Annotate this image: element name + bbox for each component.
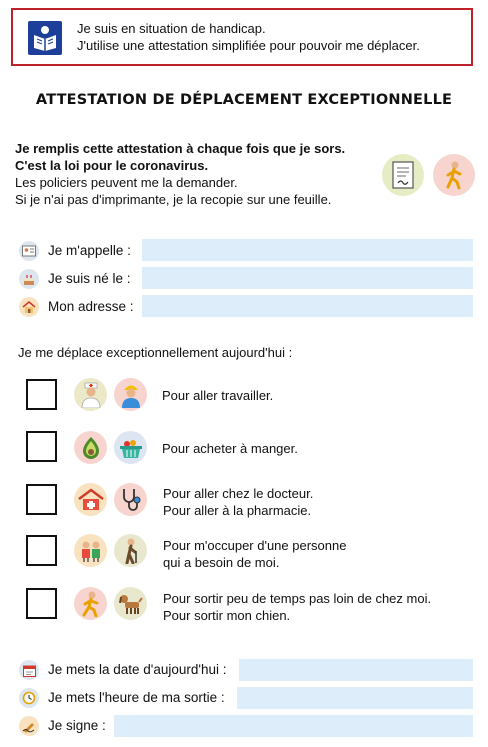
name-label: Je m'appelle : — [48, 243, 131, 258]
option-doctor-line-2: Pour aller à la pharmacie. — [163, 503, 312, 518]
document-icon — [382, 154, 424, 196]
avocado-icon — [74, 431, 107, 464]
signature-field[interactable] — [114, 715, 473, 737]
intro-line-3: Les policiers peuvent me la demander. — [15, 175, 238, 190]
option-doctor-line-1: Pour aller chez le docteur. — [163, 486, 314, 501]
signature-label: Je signe : — [48, 718, 106, 733]
banner-line-2: J'utilise une attestation simplifiée pour pouvoir me déplacer. — [77, 38, 420, 53]
signature-icon — [19, 716, 39, 736]
time-label: Je mets l'heure de ma sortie : — [48, 690, 225, 705]
option-outing-line-2: Pour sortir mon chien. — [163, 608, 291, 623]
option-care-line-2: qui a besoin de moi. — [163, 555, 280, 570]
checkbox-food[interactable] — [26, 431, 57, 462]
intro-bold-2: C'est la loi pour le coronavirus. — [15, 158, 209, 173]
option-food-text — [162, 440, 298, 457]
children-icon — [74, 534, 107, 567]
section-label: Je me déplace exceptionnellement aujourd'hui : — [18, 345, 293, 360]
checkbox-outing[interactable] — [26, 588, 57, 619]
house-icon — [19, 297, 39, 317]
checkbox-care[interactable] — [26, 535, 57, 566]
option-work-line-1: Pour aller travailler. — [162, 388, 274, 403]
intro-line-4: Si je n'ai pas d'imprimante, je la recopie sur une feuille. — [15, 192, 332, 207]
name-field[interactable] — [142, 239, 473, 261]
option-care-text — [163, 537, 346, 571]
address-field[interactable] — [142, 295, 473, 317]
walking-person-icon — [433, 154, 475, 196]
option-outing-line-1: Pour sortir peu de temps pas loin de chez moi. — [163, 591, 432, 606]
jogging-person-icon — [74, 587, 107, 620]
page-title: ATTESTATION DE DÉPLACEMENT EXCEPTIONNELLE — [35, 92, 453, 108]
checkbox-doctor[interactable] — [26, 484, 57, 515]
stethoscope-icon — [114, 483, 147, 516]
banner-text — [77, 20, 420, 54]
date-label: Je mets la date d'aujourd'hui : — [48, 662, 227, 677]
address-label: Mon adresse : — [48, 299, 134, 314]
shopping-basket-icon — [114, 431, 147, 464]
birthdate-label: Je suis né le : — [48, 271, 131, 286]
calendar-icon — [19, 660, 39, 680]
option-care-line-1: Pour m'occuper d'une personne — [163, 538, 347, 553]
option-doctor-text — [163, 485, 313, 519]
banner-line-1: Je suis en situation de handicap. — [77, 21, 266, 36]
time-field[interactable] — [237, 687, 473, 709]
birthdate-field[interactable] — [142, 267, 473, 289]
option-work-text — [162, 387, 273, 404]
reading-person-icon — [28, 21, 62, 55]
birthday-cake-icon — [19, 269, 39, 289]
option-food-line-1: Pour acheter à manger. — [162, 441, 298, 456]
date-field[interactable] — [239, 659, 473, 681]
clock-icon — [19, 688, 39, 708]
elderly-person-icon — [114, 534, 147, 567]
medical-house-icon — [74, 483, 107, 516]
handicap-banner — [11, 8, 473, 66]
intro-text — [15, 140, 345, 208]
id-card-icon — [19, 241, 39, 261]
worker-icon — [114, 378, 147, 411]
intro-bold-1: Je remplis cette attestation à chaque fois que je sors. — [15, 141, 346, 156]
option-outing-text — [163, 590, 431, 624]
nurse-icon — [74, 378, 107, 411]
dog-icon — [114, 587, 147, 620]
checkbox-work[interactable] — [26, 379, 57, 410]
